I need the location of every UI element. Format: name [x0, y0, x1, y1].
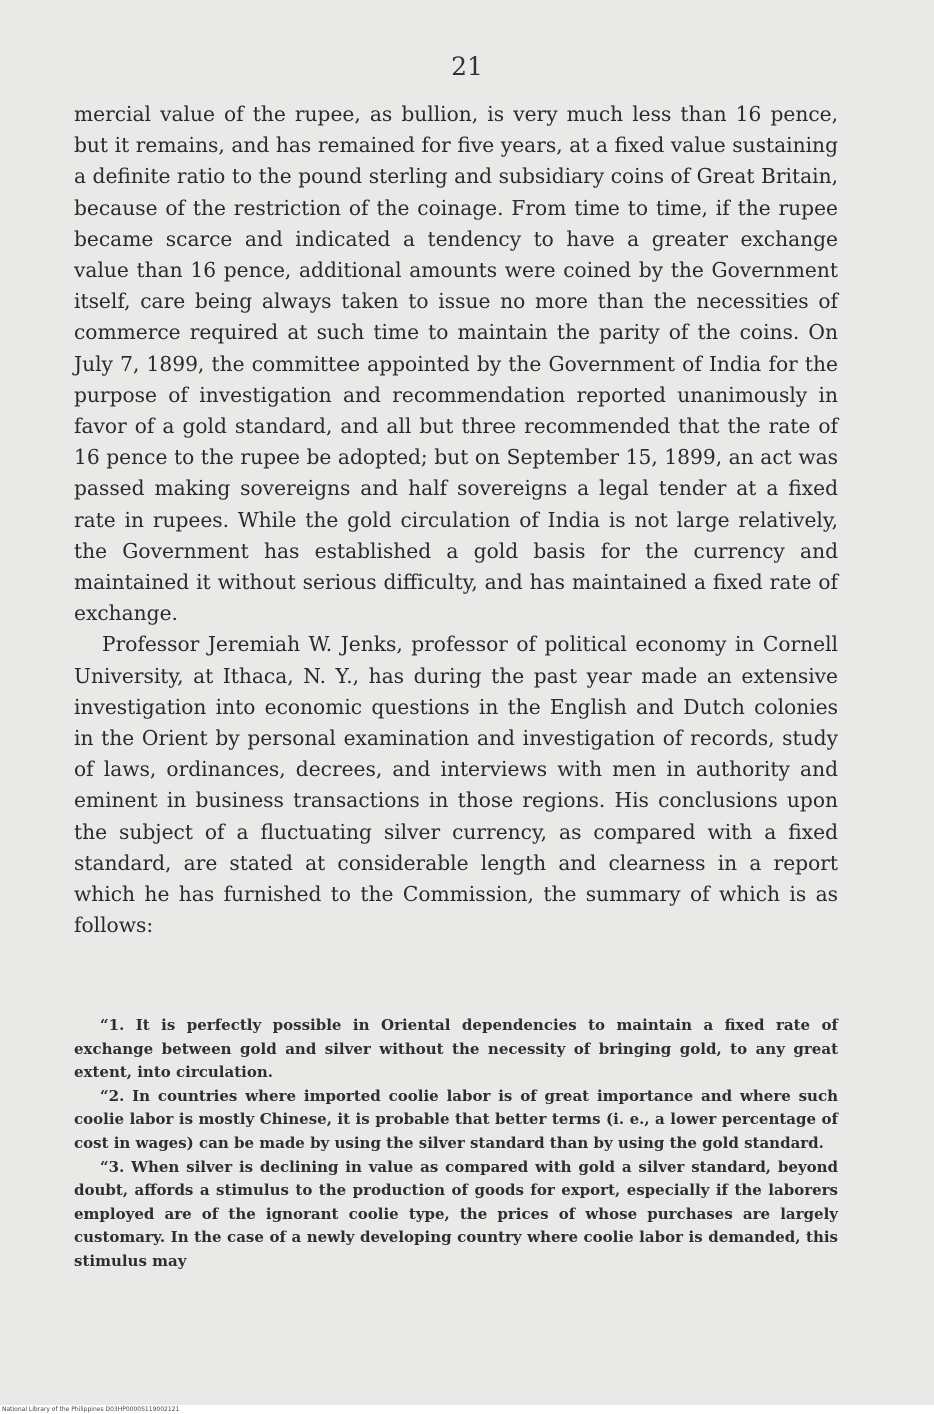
- quote-item-1: “1. It is perfectly possible in Oriental dependencies to maintain a fixed rate of exchange between gold and silver without the necessity of bringing gold, to any great extent, into circulation.: [74, 1016, 838, 1082]
- quote-item-2: “2. In countries where imported coolie labor is of great importance and where such coolie labor is mostly Chinese, it is probable that better terms (i. e., a lower percentage of cost in wages) can be made by using the silver standard than by using the gold standard.: [74, 1086, 838, 1152]
- paragraph-1: mercial value of the rupee, as bullion, is very much less than 16 pence, but it remains, and has remained for five years, at a fixed value sustaining a definite ratio to the pound sterling and subsidiary coins of Great Britain, because of the restriction of the coinage. From time to time, if the rupee became scarce and indicated a tendency to have a greater exchange value than 16 pence, additional amounts were coined by the Government itself, care being always taken to issue no more than the necessities of commerce required at such time to maintain the parity of the coins. On July 7, 1899, the committee appointed by the Government of India for the purpose of investigation and recommendation reported unanimously in favor of a gold standard, and all but three recommended that the rate of 16 pence to the rupee be adopted; but on September 15, 1899, an act was passed making sovereigns and half sovereigns a legal tender at a fixed rate in rupees. While the gold circulation of India is not large relatively, the Government has established a gold basis for the currency and maintained it without serious difficulty, and has maintained a fixed rate of exchange.: [74, 102, 838, 626]
- paragraph-2: Professor Jeremiah W. Jenks, professor of political economy in Cornell University, at Ithaca, N. Y., has during the past year made an extensive investigation into economic questions in the English and Dutch colonies in the Orient by personal examination and investigation of records, study of laws, ordinances, decrees, and interviews with men in authority and eminent in business transactions in those regions. His conclusions upon the subject of a fluctuating silver currency, as compared with a fixed standard, are stated at considerable length and clearness in a report which he has furnished to the Commission, the summary of which is as follows:: [74, 632, 838, 938]
- footer-credit: National Library of the Philippines D03HP0000S119002121: [2, 1406, 180, 1413]
- page-number: 21: [451, 52, 483, 81]
- quote-item-3: “3. When silver is declining in value as compared with gold a silver standard, beyond doubt, affords a stimulus to the production of goods for export, especially if the laborers employed are of the ignorant coolie type, the prices of whose purchases are largely customary. In the case of a newly developing country where coolie labor is demanded, this stimulus may: [74, 1157, 838, 1270]
- quoted-summary: [74, 1014, 838, 1274]
- body-text: [74, 99, 838, 941]
